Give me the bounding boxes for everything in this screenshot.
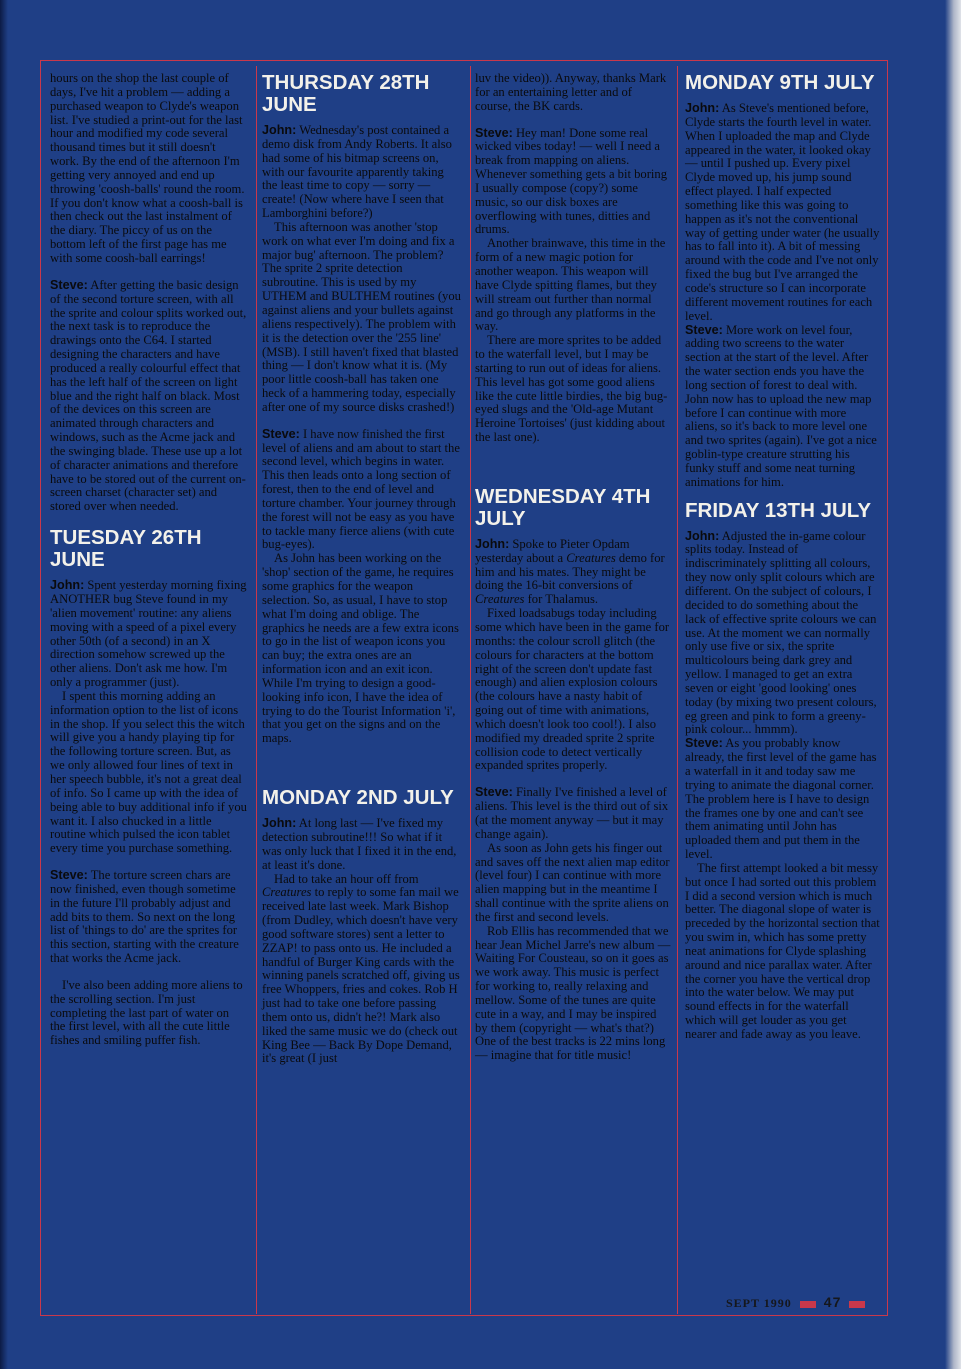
paragraph: Fixed loadsabugs today including some which have been in the game for months: the colour scroll glitch (the colours for characters at the bottom right of the screen don't update fast enough) and alien explosion colours (the colours have a nasty habit of going out of time with animations, which doesn't look too cool!). I also modified my dreaded sprite 2 sprite collision code to detect vertically expanded sprites properly. [475,606,670,773]
paragraph-text: More work on level four, adding two screens to the water section at the start of the level. After the water section ends you have the long section of forest to deal with. John now has to upload the new map before I can continue with more aliens, so it's back to more level one and two sprites (again). I've got a nice goblin-type creature strutting his funky stuff and some neat turning animations for him. [685,322,877,489]
paragraph: Had to take an hour off from Creatures to reply to some fan mail we received late last week. Mark Bishop (from Dudley, which doesn't have very good software stores) sent a letter to ZZAP! to pass onto us. He included a handful of Burger King cards with the winning panels scratched off, giving us free Whoppers, fries and cokes. Rob H just had to take one before passing them onto us, didn't he?! Mark also liked the same music we do (check out King Bee — Back By Dope Demand, it's great (I just [262,871,460,1066]
game-title: Creatures [566,550,616,565]
paragraph: Rob Ellis has recommended that we hear Jean Michel Jarre's new album — Waiting For Cousteau, so on it goes as we work away. This music is perfect for working to, really relaxing and mellow. Some of the tunes are quite cute in a way, and I may be inspired by them (copyright — what's that?) One of the best tracks is 22 mins long — imagine that for title music! [475,923,671,1063]
column-3 [475,72,671,1063]
paragraph-text: The torture screen chars are now finished, even though sometime in the future I'll probably adjust and add bits to them. So next on the long list of 'things to do' are the sprites for this section, starting with the creature that works the Acme jack. [50,868,239,966]
column-rule [256,66,257,1314]
speaker-label: Steve: [475,125,513,140]
page-spine-shadow [0,0,8,1369]
speaker-label: Steve: [685,736,723,751]
paragraph [685,530,881,738]
diary-date-heading: THURSDAY 28TH JUNE [262,71,430,116]
speaker-label: Steve: [475,785,513,800]
paragraph [50,869,247,966]
column-rule [470,66,471,1314]
speaker-label: John: [262,123,297,137]
diary-date-heading: WEDNESDAY 4TH JULY [475,484,651,530]
paragraph-text: As you probably know already, the first level of the game has a waterfall in it and today saw me trying to animate the diagonal corner. The problem here is I have to design the frames one by one and can't see them animating until John has uploaded them and put them in the level. [685,736,877,862]
paragraph [685,324,881,490]
paragraph [50,279,247,514]
paragraph: I spent this morning adding an information option to the list of icons in the shop. If you select this the witch will give you a handy playing tip for the following torture screen. But, as we only allowed four lines of text in her speech bubble, it's not a great deal of info. So I came up with the idea of being able to buy additional info if you want it. I also chucked in a little routine which pulsed the icon tablet every time you purchase something. [50,688,247,856]
speaker-label: John: [475,536,510,551]
footer-block-marker [800,1301,816,1308]
paragraph [262,124,462,221]
speaker-label: Steve: [262,426,300,441]
paragraph [50,579,247,690]
page-footer [726,1294,869,1311]
column-1 [50,72,247,1048]
paragraph [262,428,462,553]
paragraph [475,786,671,841]
paragraph: As John has been working on the 'shop' section of the game, he requires some graphics for the weapon selection. So, as usual, I have to stop what I'm doing and oblige. The graphics he needs are a few extra icons to go in the list of weapon icons you can buy; the extra ones are an information icon and an exit icon. While I'm trying to design a good-looking info icon, I have the idea of trying to do the Tourist Information 'i', that you get on the signs and on the maps. [262,551,459,746]
paragraph-text: I have now finished the first level of aliens and am about to start the second level, which begins in water. This then leads onto a long section of forest, then to the end of level and torture chamber. Your journey through the forest will not be easy as you have to tackle many fierce aliens (with cute bug-eyes). [262,426,460,552]
paragraph-text: Adjusted the in-game colour splits today. Instead of indiscriminately splitting all colours, they now only split colours which are different. On the subject of colours, I decided to do something about the lack of effective sprite colours we can use. At the moment we can normally only use five or six, the sprite multicolours being dark grey and yellow. I managed to get an extra seven or eight 'good looking' ones today (by mixing two present colours, eg green and pink to form a greeny-pink colour... hmmm). [685,528,877,737]
paragraph-text: Wednesday's post contained a demo disk from Andy Roberts. It also had some of his bitmap screens on, with our favourite apparently taking the least time to copy — sorry — create! (Now where have I seen that Lamborghini before?) [262,123,452,221]
paragraph-text: At long last — I've fixed my detection subroutine!!! So what if it was only luck that I fixed it in the end, at least it's done. [262,816,457,872]
game-title: Creatures [262,885,312,900]
paragraph-text: After getting the basic design of the second torture screen, with all the sprite and colour splits worked out, the next task is to reproduce the drawings onto the C64. I started designing the characters and have produced a really colourful effect that has the left half of the screen on light blue and the right half on black. Most of the devices on this screen are animated through characters and windows, such as the Acme jack and the swinging blade. These use up a lot of character animations and therefore have to be stored out of the current on-screen charset (character set) and stored over when needed. [50,277,247,514]
page-edge [945,0,961,1369]
diary-date-heading: MONDAY 9TH JULY [685,71,875,94]
paragraph [685,102,881,324]
paragraph: This afternoon was another 'stop work on what ever I'm doing and fix a major bug' afternoon. The problem? The sprite 2 sprite detection subroutine. This is used by my UTHEM and BULTHEM routines (you against aliens and your bullets against aliens respectively). The problem with it is the detection over the '255 line' (MSB). I still haven't fixed that blasted thing — I don't know what it is. (My poor little coosh-ball has taken one heck of a hammering today, especially after one of my source disks crashed!) [262,219,461,414]
issue-date: SEPT 1990 [726,1296,792,1310]
column-4 [685,72,881,1042]
diary-date-heading: TUESDAY 26TH JUNE [50,526,202,572]
speaker-label: Steve: [50,277,88,292]
paragraph: The first attempt looked a bit messy but once I had sorted out this problem I did a second version which is much better. The diagonal slope of water is preceded by the horizontal section that you swim in, which has some pretty neat animations for Clyde splashing around and nice parallax water. After the corner you have the vertical drop into the water below. We may put sound effects in for the waterfall which will get louder as you get nearer and fade away as you leave. [685,860,880,1041]
speaker-label: Steve: [50,868,88,883]
paragraph: luv the video)). Anyway, thanks Mark for an entertaining letter and of course, the BK cards. [475,71,667,113]
paragraph: John: Spoke to Pieter Opdam yesterday about a Creatures demo for him and his mates. They might be doing the 16-bit conversions of Creatures for Thalamus. [475,536,665,607]
paragraph [262,817,462,872]
paragraph [475,127,671,238]
page-number: 47 [823,1294,842,1310]
column-rule [677,66,678,1314]
game-title: Creatures [475,592,525,607]
speaker-label: John: [50,578,85,593]
paragraph: Another brainwave, this time in the form of a new magic potion for another weapon. This weapon will have Clyde spitting flames, but they will stream out further than normal and go through any platforms in the way. [475,236,666,334]
paragraph: I've also been adding more aliens to the scrolling section. I'm just completing the last part of water on the first level, with all the cute little fishes and smiling puffer fish. [50,977,243,1048]
column-2 [262,72,462,1066]
paragraph [685,737,881,862]
diary-date-heading: MONDAY 2ND JULY [262,786,454,810]
paragraph-text: Hey man! Done some real wicked vibes today! — well I need a break from mapping on aliens. Whenever something gets a bit boring I usually compose (copy?) some music, so our disk boxes are overflowing with tunes, ditties and drums. [475,125,668,237]
footer-block-marker [849,1301,865,1308]
paragraph-text: Spent yesterday morning fixing ANOTHER bug Steve found in my 'alien movement' routine: any aliens moving with a speed of a pixel every other 50th (of a second) in an X direction somehow screwed up the other aliens. Don't ask me how. I'm only a programmer (just). [50,578,247,690]
paragraph: There are more sprites to be added to the waterfall level, but I may be starting to run out of ideas for aliens. This level has got some good aliens like the cute little birdies, the big bug-eyed slugs and the 'Old-age Mutant Heroine Tortoises' (just kidding about the last one). [475,333,668,445]
speaker-label: John: [685,528,720,543]
paragraph-text: Finally I've finished a level of aliens. This level is the third out of six (at the moment anyway — but it may change again). [475,785,669,841]
speaker-label: John: [262,816,297,831]
speaker-label: Steve: [685,322,723,337]
paragraph: As soon as John gets his finger out and saves off the next alien map editor (level four) I can continue with more alien mapping but in the meantime I shall continue with the sprite aliens on the first and second levels. [475,840,670,924]
paragraph-text: As Steve's mentioned before, Clyde starts the fourth level in water. When I uploaded the map and Clyde appeared in the water, it looked okay — until I pushed up. Every pixel Clyde moved up, his jump sound effect played. I half expected something like this was going to happen as it's not the conventional way of getting under water (he usually has to fall into it). A bit of messing around with the code and I've not only fixed the bug but I've arranged the code's structure so I can incorporate different movement routines for each level. [685,101,880,323]
paragraph: hours on the shop the last couple of days, I've hit a problem — adding a purchased weapon to Clyde's weapon list. I've studied a print-out for the last hour and modified my code several thousand times but it still doesn't work. By the end of the afternoon I'm getting very annoyed and end up throwing 'coosh-balls' round the room. If you don't know what a coosh-ball is then check out the last instalment of the diary. The piccy of us on the bottom left of the first page has me with some coosh-ball earrings! [50,71,245,265]
speaker-label: John: [685,101,720,115]
diary-date-heading: FRIDAY 13TH JULY [685,498,872,522]
